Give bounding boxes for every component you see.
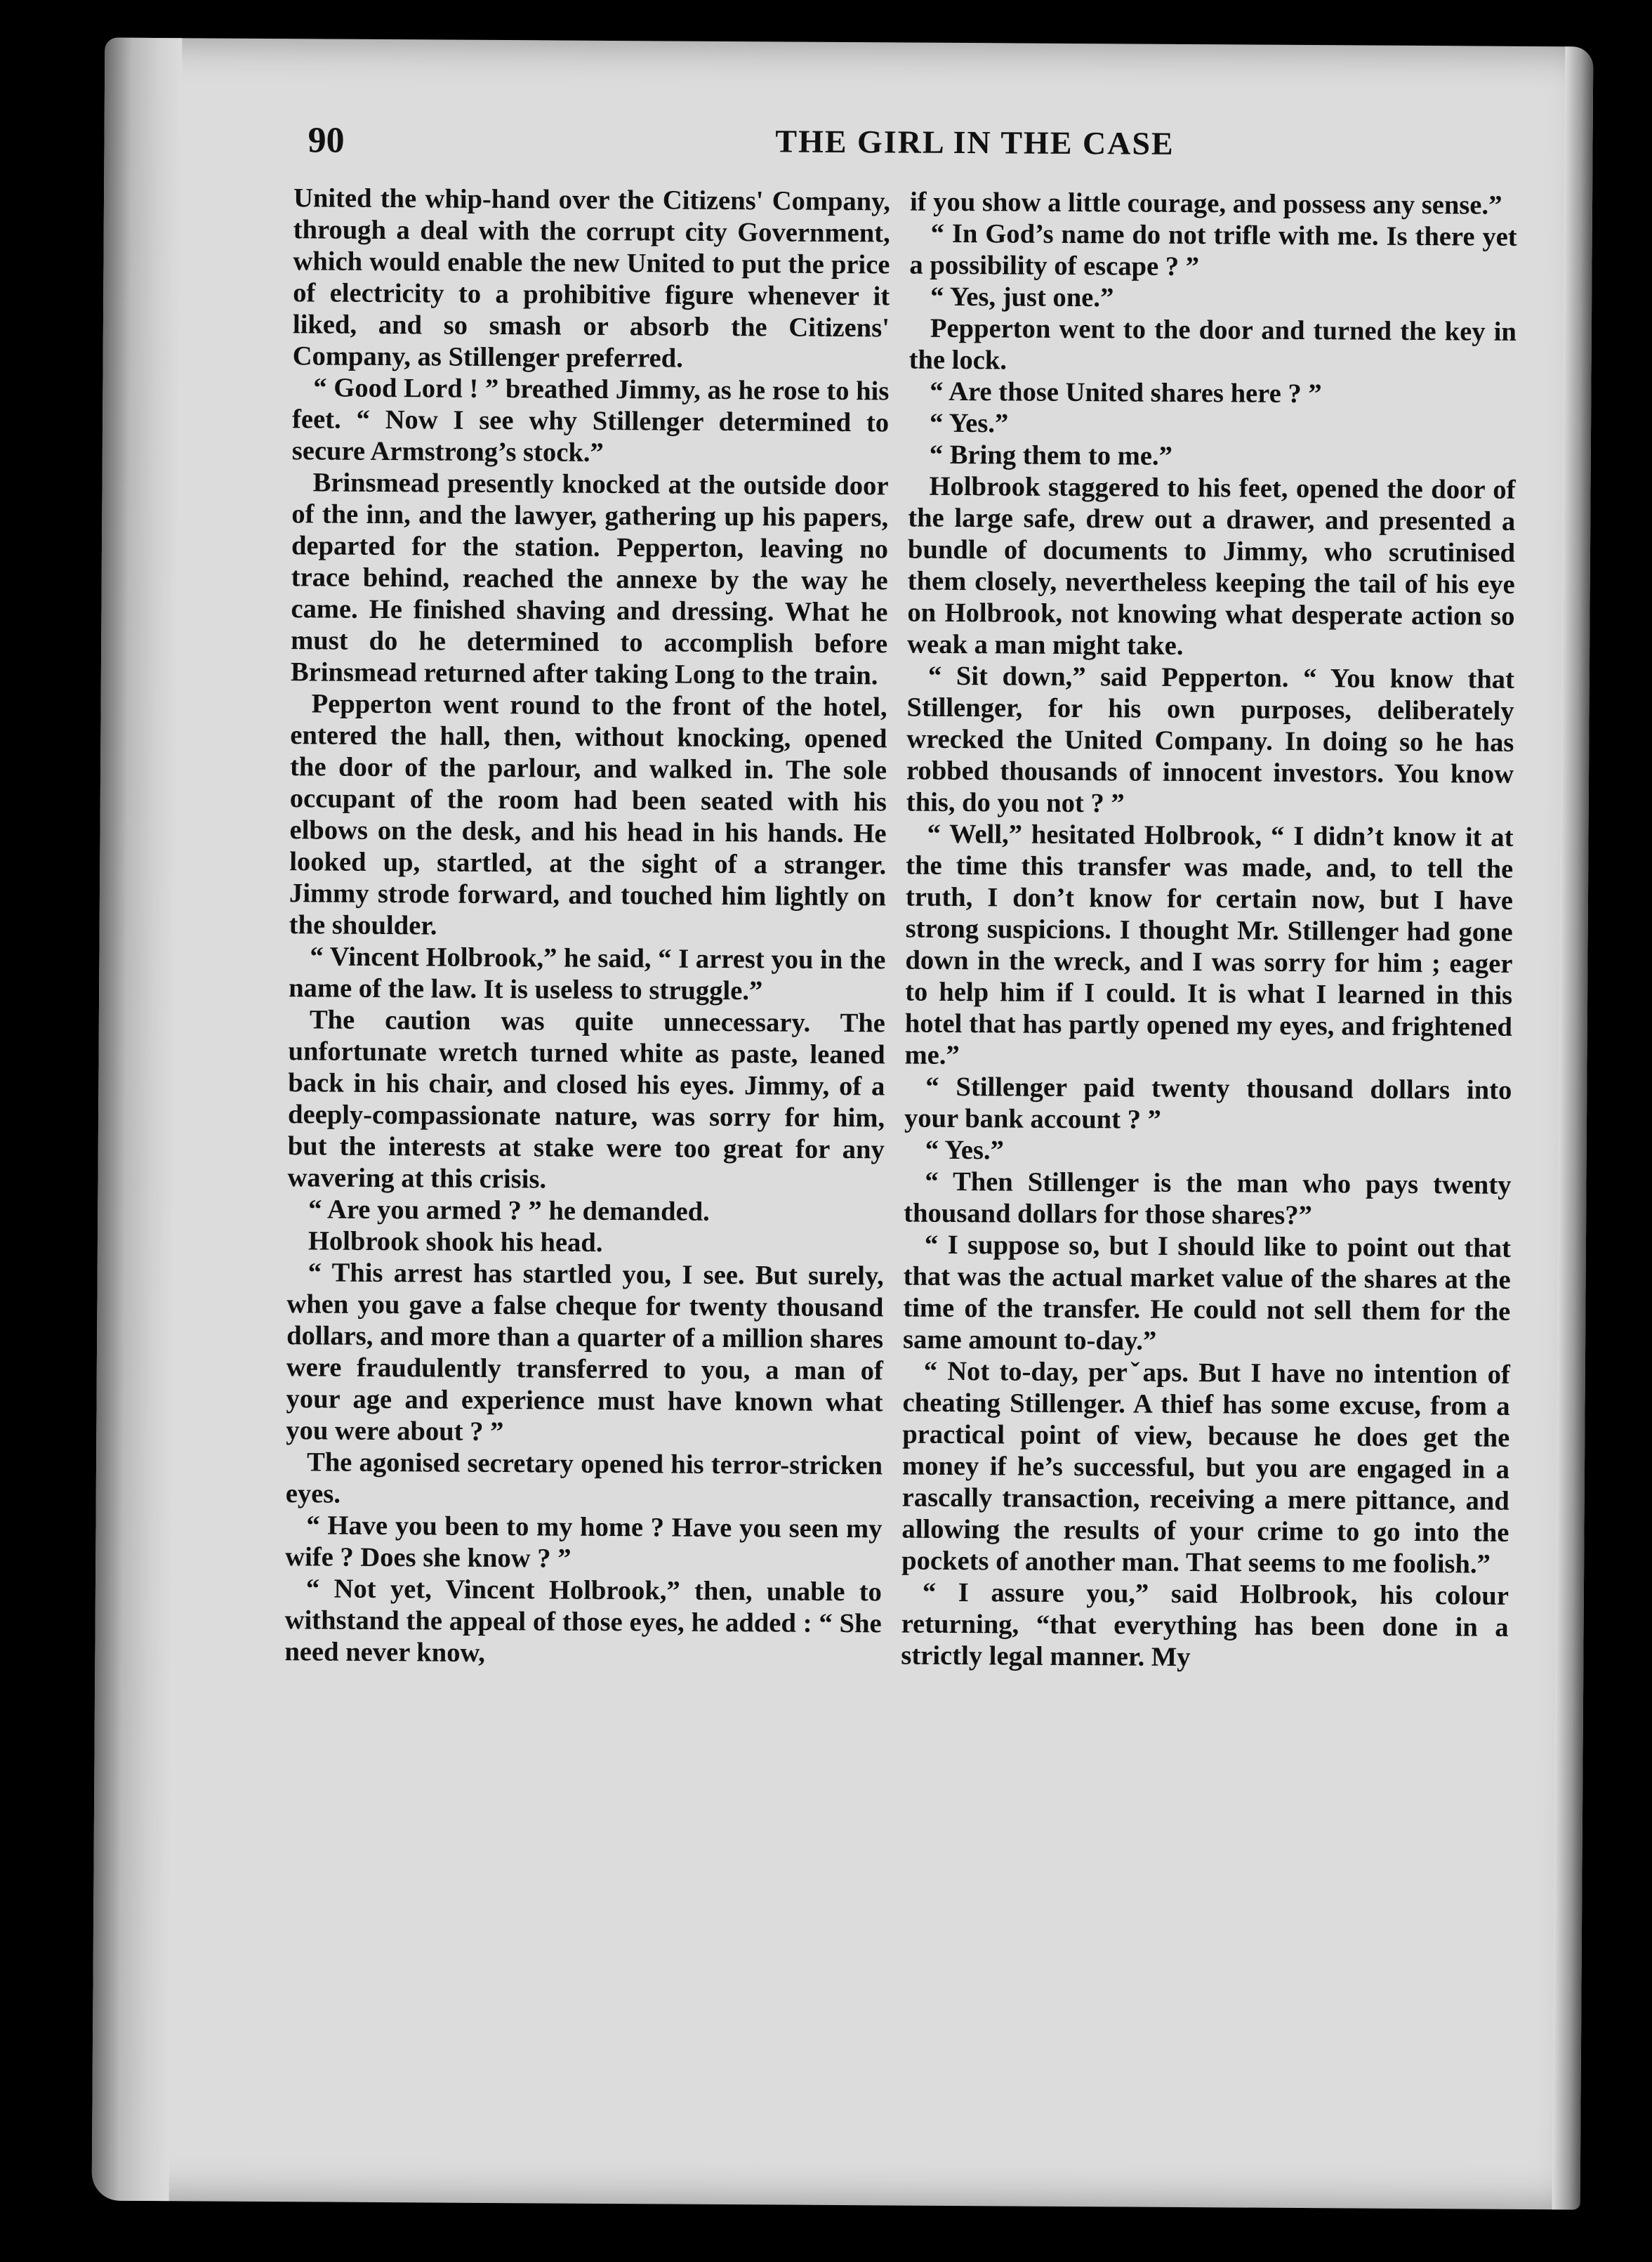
paragraph: “ Are those United shares here ? ” [930,376,1322,409]
page-edge-shadow [1552,46,1594,2209]
paragraph: The caution was quite unnecessary. The unfortunate wretch turned white as paste, leaned back in his chair, and closed his eyes. Jimmy, of a deeply-compassionate nature, was sorry for him, but the interests at stake were too great for any wavering at this crisis. [287,1005,886,1195]
paragraph: “ Well,” hesitated Holbrook, “ I didn’t know it at the time this transfer was made, and, to tell the truth, I don’t know for certain now, but I have strong suspicions. I thought Mr. Stillenger had gone down in the wreck, and I was sorry for him ; eager to help him if I could. It is what I learned in this hotel that has partly opened my eyes, and frightened me.” [904,819,1514,1071]
page-title: THE GIRL IN THE CASE [775,123,1175,162]
paragraph: United the whip-hand over the Citizens' Company, through a deal with the corrupt city Government, which would enable the new United to put the price of electricity to a prohibitive figure whenever it liked, and so smash or absorb the Citizens' Company, as Stillenger preferred. [292,183,891,374]
paragraph: “ Yes.” [925,1135,1005,1166]
book-page [92,38,1594,2210]
paragraph: “ Good Lord ! ” breathed Jimmy, as he rose to his feet. “ Now I see why Stillenger determined to secure Armstrong’s stock.” [291,373,890,468]
paragraph: “ Stillenger paid twenty thousand dollars into your bank account ? ” [904,1072,1512,1135]
paragraph: Holbrook staggered to his feet, opened the door of the large safe, drew out a drawer, and presented a bundle of documents to Jimmy, who scrutinised them closely, nevertheless keeping the tail of his eye on Holbrook, not knowing what desperate action so weak a man might take. [907,471,1516,661]
right-text-column [901,187,1517,1676]
paragraph: Pepperton went to the door and turned the key in the lock. [908,313,1517,376]
left-text-column [284,183,890,1671]
paragraph: “ Vincent Holbrook,” he said, “ I arrest you in the name of the law. It is useless to struggle.” [289,942,886,1006]
paragraph: Pepperton went round to the front of the hotel, entered the hall, then, without knocking, opened the door of the parlour, and walked in. The sole occupant of the room had been seated with his elbows on the desk, and his head in his hands. He looked up, startled, at the sight of a stranger. Jimmy strode forward, and touched him lightly on the shoulder. [289,689,887,941]
paragraph: “ Then Stillenger is the man who pays twenty thousand dollars for those shares?” [904,1166,1512,1231]
book-spine-shadow [92,38,183,2202]
paragraph: “ Not yet, Vincent Holbrook,” then, unable to withstand the appeal of those eyes, he added : “ She need never know, [284,1574,883,1668]
paragraph: “ I assure you,” said Holbrook, his colour returning, “that everything has been done in a strictly legal manner. My [901,1577,1509,1673]
paragraph: if you show a little courage, and possess any sense.” [909,187,1502,221]
paragraph: “ Are you armed ? ” he demanded. [308,1195,710,1227]
paragraph: Brinsmead presently knocked at the outside door of the inn, and the lawyer, gathering up his papers, departed for the station. Pepperton, leaving no trace behind, reached the annexe by the way he came. He finished shaving and dressing. What he must do he determined to accomplish before Brinsmead returned after taking Long to the train. [290,468,889,691]
paragraph: “ Yes, just one.” [930,282,1114,313]
paragraph: “ In God’s name do not trifle with me. Is there yet a possibility of escape ? ” [909,218,1517,282]
paragraph: “ Not to-day, perˇaps. But I have no intention of cheating Stillenger. A thief has some excuse, from a practical point of view, because he does get the money if he’s successful, but you are engaged in a rascally transaction, receiving a mere pittance, and allowing the results of your crime to go into the pockets of another man. That seems to me foolish.” [901,1356,1510,1579]
paragraph: “ Bring them to me.” [929,440,1173,471]
paragraph: “ Have you been to my home ? Have you seen my wife ? Does she know ? ” [285,1511,883,1574]
paragraph: The agonised secretary opened his terror-stricken eyes. [285,1447,883,1509]
paragraph: “ I suppose so, but I should like to point out that that was the actual market value of the shares at the time of the transfer. He could not sell them for the same amount to-day.” [902,1230,1512,1356]
paragraph: “ This arrest has startled you, I see. But surely, when you gave a false cheque for twenty thousand dollars, and more than a quarter of a million shares were fraudulently transferred to you, a man of your age and experience must have known what you were about ? ” [286,1258,884,1447]
paragraph: “ Yes.” [929,408,1009,439]
paragraph: “ Sit down,” said Pepperton. “ You know that Stillenger, for his own purposes, deliberately wrecked the United Company. In doing so he has robbed thousands of innocent investors. You know this, do you not ? ” [906,661,1515,819]
paragraph: Holbrook shook his head. [308,1226,603,1258]
page-number: 90 [308,120,345,161]
running-head [308,119,1515,183]
